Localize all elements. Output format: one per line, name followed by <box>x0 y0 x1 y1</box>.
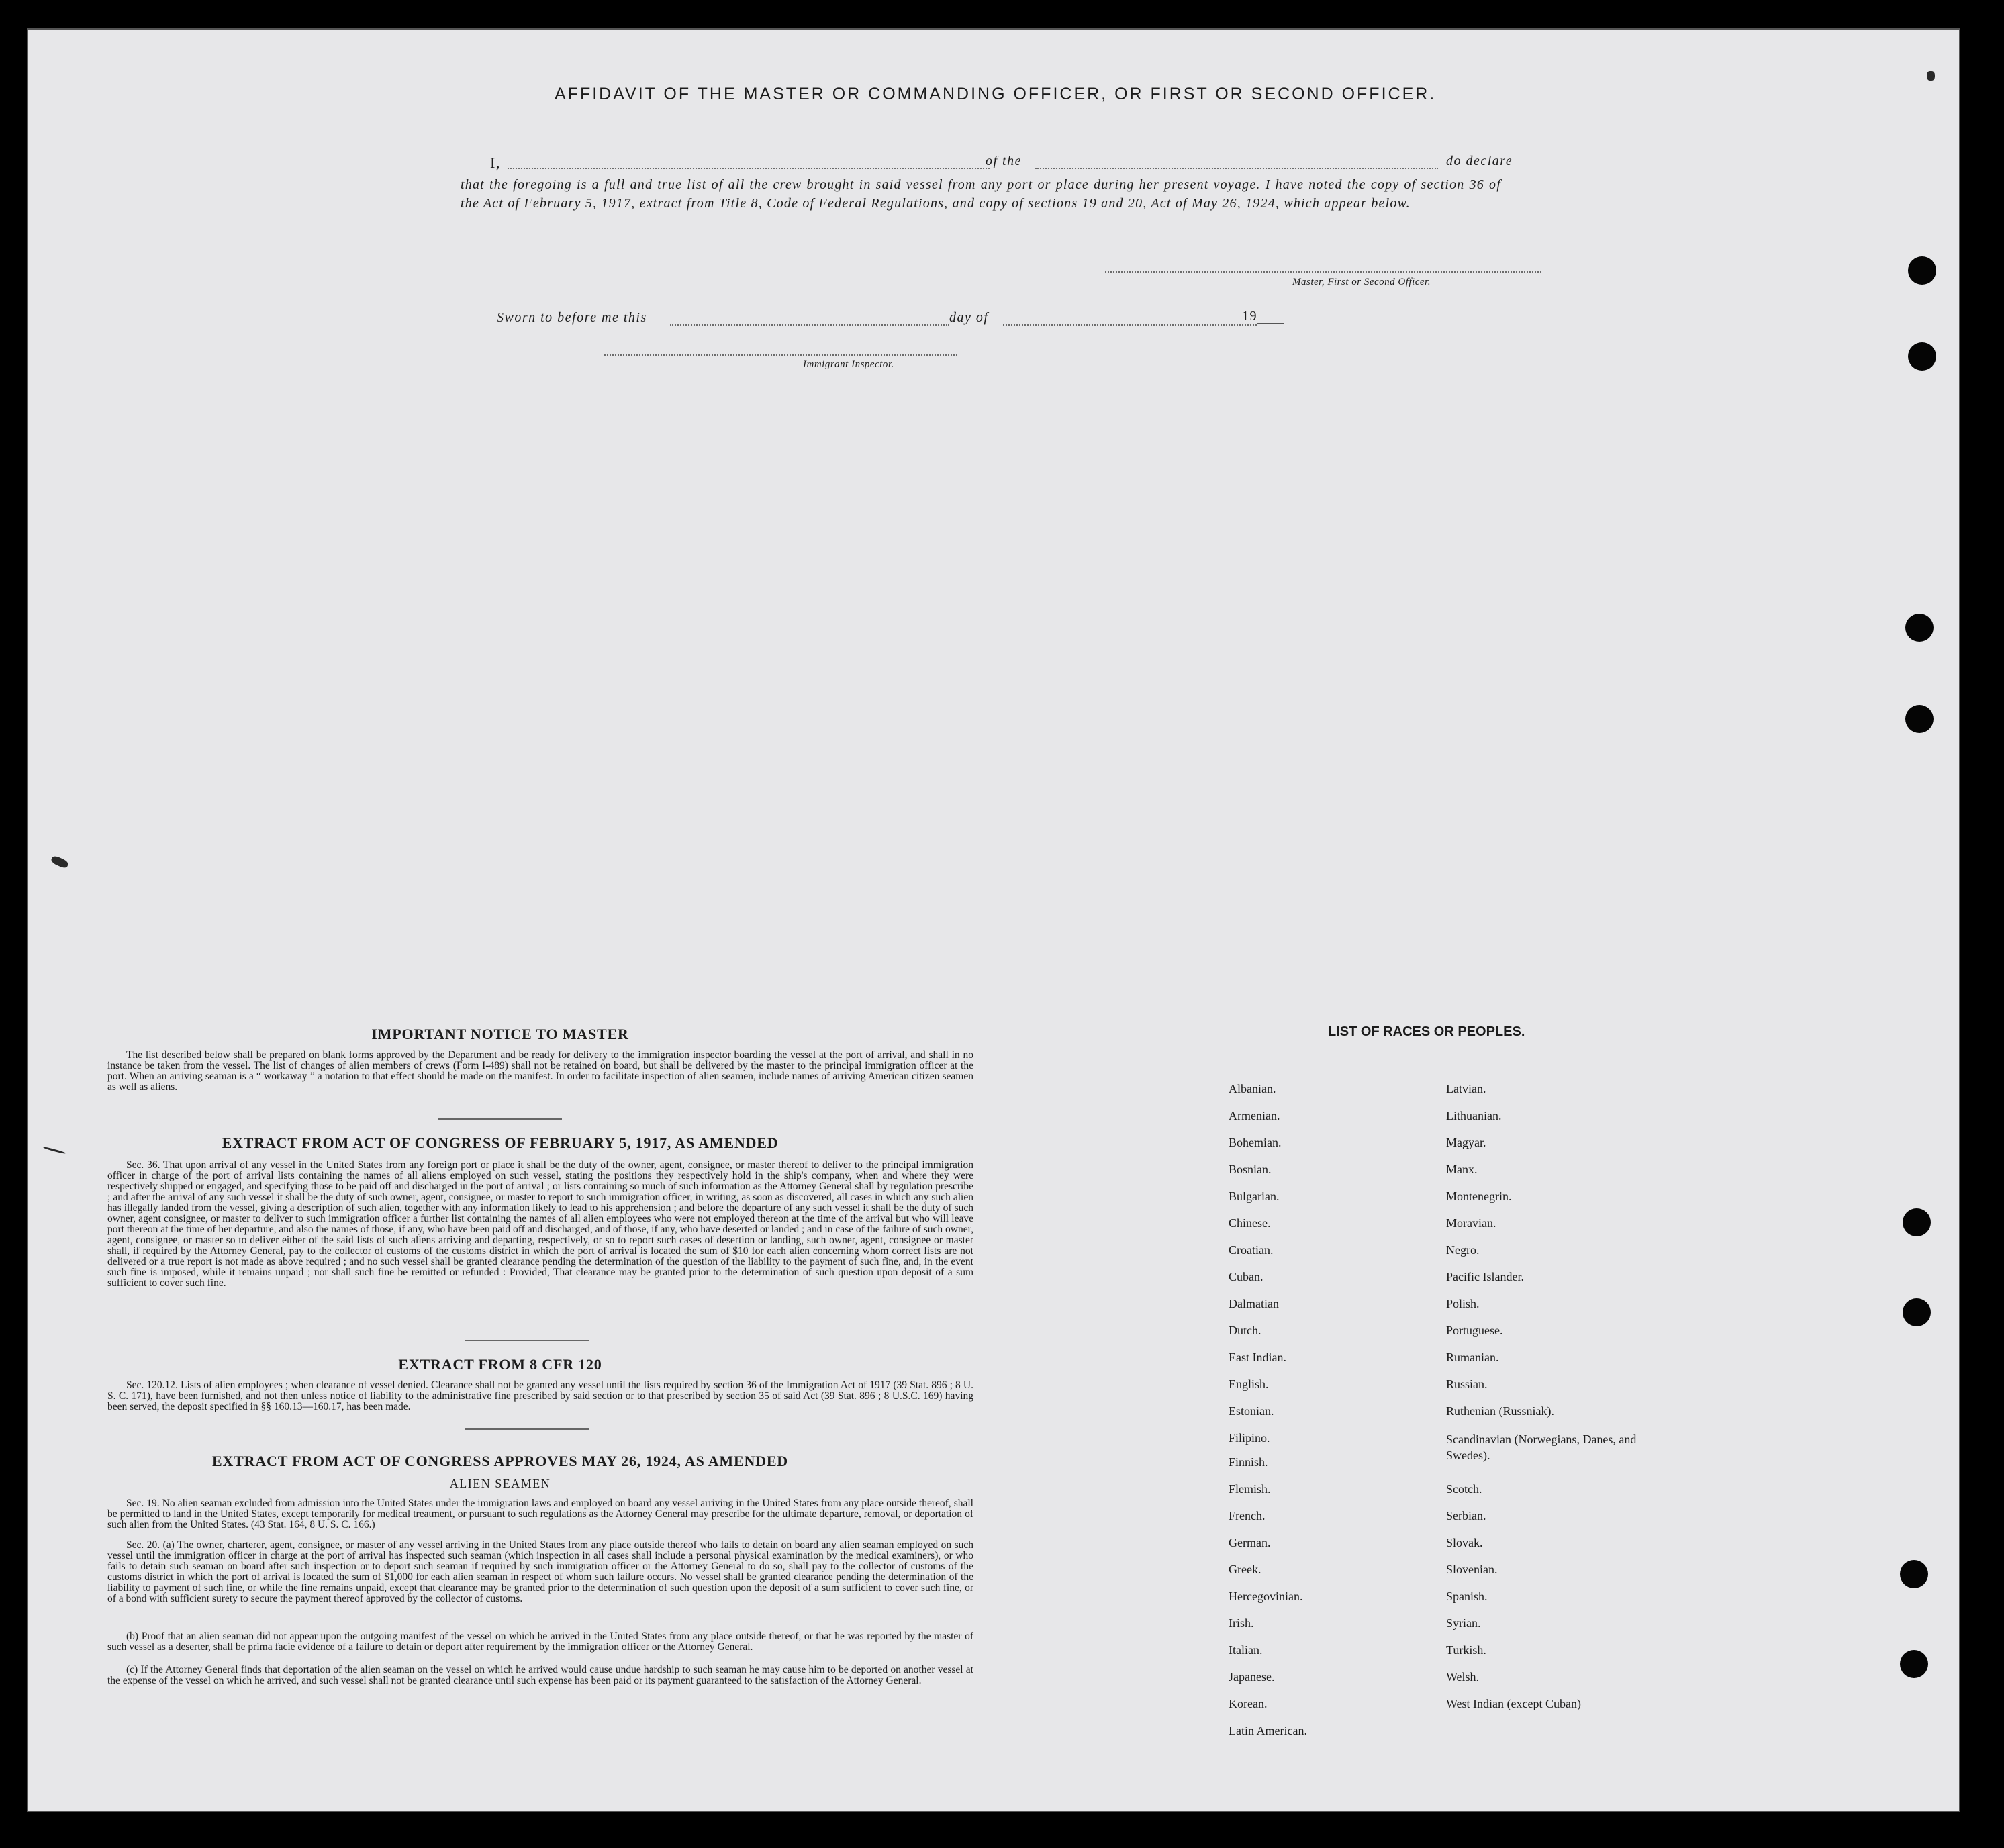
race-item: Bulgarian. <box>1229 1189 1280 1203</box>
race-item: Turkish. <box>1446 1643 1486 1657</box>
master-signature-label: Master, First or Second Officer. <box>1292 277 1431 287</box>
race-item: Irish. <box>1229 1616 1254 1630</box>
race-item: Slovenian. <box>1446 1563 1498 1576</box>
race-item: Ruthenian (Russniak). <box>1446 1404 1554 1418</box>
of-the-label: of the <box>986 154 1022 168</box>
extract-cfr-title: EXTRACT FROM 8 CFR 120 <box>398 1356 602 1373</box>
punch-hole <box>1905 614 1934 642</box>
race-item: Rumanian. <box>1446 1351 1499 1364</box>
race-item: Serbian. <box>1446 1509 1486 1522</box>
race-item: Croatian. <box>1229 1243 1274 1257</box>
race-item: Dutch. <box>1229 1324 1261 1337</box>
race-item: Polish. <box>1446 1297 1480 1310</box>
extract-1924-sec19: Sec. 19. No alien seaman excluded from admission into the United States under the immigration laws and employed on board any vessel arriving in the United States from any place outside thereof, shall be permitted to land in the United States, except temporarily for medical treatment, or pursuant to such regulations as the Attorney General may prescribe for the ultimate departure, removal, or deportation of such alien from the United States. (43 Stat. 164, 8 U. S. C. 166.) <box>107 1498 973 1530</box>
i-label: I, <box>490 154 501 171</box>
race-item: Albanian. <box>1229 1082 1276 1096</box>
month-blank <box>1003 324 1257 326</box>
race-item: Syrian. <box>1446 1616 1481 1630</box>
race-item: Welsh. <box>1446 1670 1480 1684</box>
race-item: Slovak. <box>1446 1536 1483 1549</box>
extract-cfr-text: Sec. 120.12. Lists of alien employees ; when clearance of vessel denied. Clearance shall not be granted any vessel until the lists required by section 36 of the Immigration Act of 1917 (39 Stat. 896 ; 8 U. S. C. 171), have been furnished, and not then unless notice of liability to the administrative fine prescribed by said section or to that prescribed by section 35 of said Act (39 Stat. 896 ; 8 U.S.C. 169) having been served, the deposit specified in §§ 160.13—160.17, has been made. <box>107 1379 973 1412</box>
race-item: Moravian. <box>1446 1216 1496 1230</box>
extract-1924-sec20b: (b) Proof that an alien seaman did not appear upon the outgoing manifest of the vessel on which he arrived in the United States from any place outside thereof, or that he was reported by the master of such vessel as a deserter, shall be prima facie evidence of a failure to detain or deport after requirement by the immigration officer or the Attorney General. <box>107 1631 973 1653</box>
race-item: Italian. <box>1229 1643 1263 1657</box>
race-item: Estonian. <box>1229 1404 1274 1418</box>
race-item: Armenian. <box>1229 1109 1280 1122</box>
race-item: East Indian. <box>1229 1351 1286 1364</box>
inspector-signature-line <box>604 354 957 356</box>
race-item: Negro. <box>1446 1243 1480 1257</box>
notice-title: IMPORTANT NOTICE TO MASTER <box>371 1026 629 1042</box>
race-item: West Indian (except Cuban) <box>1446 1697 1581 1710</box>
master-signature-line <box>1105 271 1541 273</box>
day-of-label: day of <box>949 310 989 325</box>
year-blank <box>1257 323 1284 324</box>
race-item: Magyar. <box>1446 1136 1486 1149</box>
divider-3 <box>465 1428 589 1430</box>
punch-hole <box>1900 1650 1928 1678</box>
race-item: Russian. <box>1446 1377 1488 1391</box>
race-item: Japanese. <box>1229 1670 1275 1684</box>
document-sheet <box>27 28 1960 1812</box>
extract-1924-subtitle: ALIEN SEAMEN <box>449 1477 551 1490</box>
race-item: Bohemian. <box>1229 1136 1282 1149</box>
notice-text: The list described below shall be prepared on blank forms approved by the Department and be ready for delivery to the immigration inspector boarding the vessel at the port of arrival, and shall in no instance be taken from the vessel. The list of changes of alien members of crews (Form I-489) shall not be retained on board, but shall be delivered by the master to the principal immigration officer at the port. When an arriving seaman is a “ workaway ” a notation to that effect should be made on the manifest. In order to facilitate inspection of alien seamen, include names of arriving American citizen seamen as well as aliens. <box>107 1049 973 1093</box>
punch-hole <box>1903 1298 1931 1326</box>
name-blank <box>508 168 990 169</box>
race-item: Scandinavian (Norwegians, Danes, and Swedes). <box>1446 1432 1637 1462</box>
vessel-blank <box>1035 168 1438 169</box>
affidavit-title: AFFIDAVIT OF THE MASTER OR COMMANDING OFFICER, OR FIRST OR SECOND OFFICER. <box>555 85 1437 103</box>
race-item: Spanish. <box>1446 1590 1488 1603</box>
race-item: Scotch. <box>1446 1482 1482 1496</box>
race-item: Chinese. <box>1229 1216 1271 1230</box>
race-item: Korean. <box>1229 1697 1268 1710</box>
punch-hole <box>1908 342 1936 371</box>
race-item: Filipino. <box>1229 1431 1270 1445</box>
race-item: German. <box>1229 1536 1271 1549</box>
scan-mark <box>1927 71 1935 81</box>
day-blank <box>670 324 949 326</box>
race-item: French. <box>1229 1509 1266 1522</box>
scan-mark <box>50 855 70 869</box>
do-declare-label: do declare <box>1446 154 1513 168</box>
race-item: Portuguese. <box>1446 1324 1503 1337</box>
extract-1917-text: Sec. 36. That upon arrival of any vessel in the United States from any foreign port or place it shall be the duty of the owner, agent, consignee, or master thereof to deliver to the principal immigration officer in charge of the port of arrival lists containing the names of all aliens employed on such vessel, stating the positions they respectively hold in the ship's company, when and where they were respectively shipped or engaged, and specifying those to be paid off and discharged in the port of arrival ; or lists containing so much of such information as the Attorney General shall by regulation prescribe ; and after the arrival of any such vessel it shall be the duty of such owner, agent, consignee, or master to report to such immigration officer, in writing, as soon as discovered, all cases in which any such alien has illegally landed from the vessel, giving a description of such alien, together with any information likely to lead to his apprehension ; and before the departure of any such vessel it shall be the duty of such owner, agent consignee, or master to deliver to such immigration officer a further list containing the names of all alien employees who were not employed thereon at the time of the arrival but who will leave port thereon at the time of her departure, and also the names of those, if any, who have been paid off and discharged, and of those, if any, who have deserted or landed ; and in case of the failure of such owner, agent, consignee, or master so to deliver either of the said lists of such aliens arriving and departing, respectively, or so to report such cases of desertion or landing, such owner, agent, consignee or master shall, if required by the Attorney General, pay to the collector of customs of the customs district in which the port of arrival is located the sum of $10 for each alien concerning whom correct lists are not delivered or a true report is not made as above required ; and no such vessel shall be granted clearance pending the determination of the question of the liability to the payment of such fine, and, in the event such fine is imposed, while it remains unpaid ; nor shall such fine be remitted or refunded : Provided, That clearance may be granted prior to the determination of such question upon deposit of a sum sufficient to cover such fine. <box>107 1159 973 1289</box>
extract-1917-title: EXTRACT FROM ACT OF CONGRESS OF FEBRUARY 5, 1917, AS AMENDED <box>222 1134 779 1151</box>
race-item: Bosnian. <box>1229 1163 1272 1176</box>
inspector-label: Immigrant Inspector. <box>803 359 894 370</box>
sworn-label: Sworn to before me this <box>497 310 647 325</box>
punch-hole <box>1903 1208 1931 1236</box>
race-item: Pacific Islander. <box>1446 1270 1524 1283</box>
divider-1 <box>438 1118 562 1120</box>
race-item: Hercegovinian. <box>1229 1590 1303 1603</box>
punch-hole <box>1900 1560 1928 1588</box>
extract-1924-title: EXTRACT FROM ACT OF CONGRESS APPROVES MAY 26, 1924, AS AMENDED <box>212 1453 788 1469</box>
race-item: Manx. <box>1446 1163 1478 1176</box>
races-title: LIST OF RACES OR PEOPLES. <box>1328 1024 1525 1039</box>
year-label: 19 <box>1242 309 1257 324</box>
extract-1924-sec20c: (c) If the Attorney General finds that deportation of the alien seaman on the vessel on which he arrived would cause undue hardship to such seaman he may cause him to be deported on another vessel at the expense of the vessel on which he arrived, and such vessel shall not be granted clearance until such expense has been paid or its payment guaranteed to the satisfaction of the Attorney General. <box>107 1664 973 1686</box>
extract-1924-sec20a: Sec. 20. (a) The owner, charterer, agent, consignee, or master of any vessel arriving in the United States from any place outside thereof who fails to detain on board any alien seaman employed on such vessel until the immigration officer in charge at the port of arrival has inspected such seaman (which inspection in all cases shall include a personal physical examination by the medical examiners), or who fails to detain such seaman on board after such inspection or to deport such seaman if required by such immigration officer or the Attorney General to do so, shall pay to the collector of customs of the customs district in which the port of arrival is located the sum of $1,000 for each alien seaman in respect of whom such failure occurs. No vessel shall be granted clearance pending the determination of the liability to payment of such fine, or while the fine remains unpaid, except that clearance may be granted prior to the determination of such question upon the deposit of a sum sufficient to cover such fine, or of a bond with sufficient surety to secure the payment thereof approved by the collector of customs. <box>107 1539 973 1604</box>
race-item: Latin American. <box>1229 1724 1307 1737</box>
race-item: Montenegrin. <box>1446 1189 1512 1203</box>
declaration-text: that the foregoing is a full and true list of all the crew brought in said vessel from any port or place during her present voyage. I have noted the copy of section 36 of the Act of February 5, 1917, extract from Title 8, Code of Federal Regulations, and copy of sections 19 and 20, Act of May 26, 1924, which appear below. <box>461 177 1501 211</box>
race-item: Finnish. <box>1229 1455 1268 1469</box>
race-item: Dalmatian <box>1229 1297 1279 1310</box>
race-item: Latvian. <box>1446 1082 1486 1096</box>
scan-mark <box>43 1147 66 1155</box>
race-item: Greek. <box>1229 1563 1261 1576</box>
race-item: Lithuanian. <box>1446 1109 1502 1122</box>
race-item: Cuban. <box>1229 1270 1263 1283</box>
race-item: English. <box>1229 1377 1269 1391</box>
divider-2 <box>465 1340 589 1341</box>
punch-hole <box>1908 256 1936 285</box>
punch-hole <box>1905 705 1934 733</box>
race-item: Flemish. <box>1229 1482 1271 1496</box>
